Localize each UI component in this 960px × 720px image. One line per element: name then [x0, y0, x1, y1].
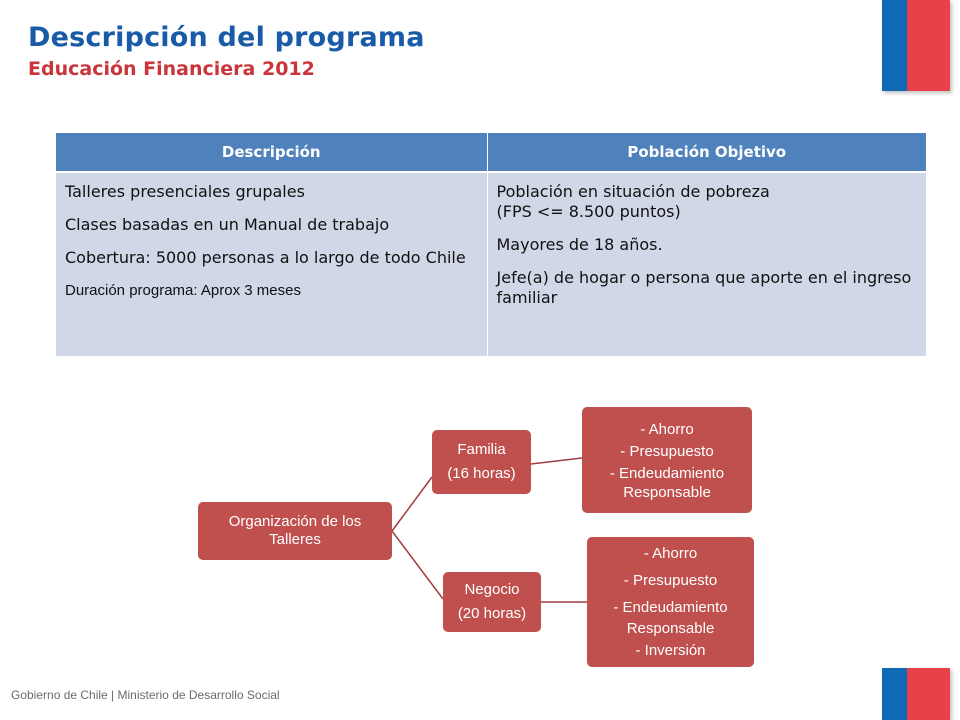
- header-descripcion: Descripción: [56, 133, 487, 172]
- desc-cobertura: Cobertura: 5000 personas a lo largo de todo Chile: [65, 248, 466, 267]
- node-familia-line1: Familia: [457, 441, 506, 458]
- node-root-line1: Organización de los: [228, 513, 362, 530]
- topic-ahorro: - Ahorro: [640, 421, 694, 438]
- topic-responsable: Responsable: [626, 620, 715, 637]
- node-familia-line2: (16 horas): [447, 465, 516, 482]
- header-poblacion-objetivo: Población Objetivo: [487, 133, 926, 172]
- page-title: Descripción del programa: [28, 22, 425, 53]
- pob-edad: Mayores de 18 años.: [496, 235, 663, 254]
- node-negocio-line2: (20 horas): [457, 605, 527, 622]
- node-familia: [432, 430, 531, 494]
- topic-ahorro: - Ahorro: [643, 545, 698, 562]
- topic-endeudamiento: - Endeudamiento: [609, 465, 725, 482]
- node-negocio-topics: [587, 537, 754, 667]
- node-familia-topics: [582, 407, 752, 513]
- node-organizacion-talleres: [198, 502, 392, 560]
- connector-familia-items: [531, 458, 582, 464]
- node-negocio-line1: Negocio: [464, 581, 520, 598]
- page-subtitle: Educación Financiera 2012: [28, 58, 315, 80]
- node-negocio: [443, 572, 541, 632]
- pob-pobreza-line1: Población en situación de pobreza: [496, 182, 770, 201]
- pob-pobreza-line2: (FPS <= 8.500 puntos): [496, 202, 681, 221]
- topic-responsable: Responsable: [623, 484, 711, 501]
- connector-root-familia: [392, 477, 432, 531]
- flag-blue-stripe: [882, 668, 907, 720]
- pob-jefe-hogar: Jefe(a) de hogar o persona que aporte en el ingreso familiar: [496, 268, 912, 307]
- chile-flag-logo-bottom: [882, 668, 950, 720]
- desc-clases: Clases basadas en un Manual de trabajo: [65, 215, 390, 234]
- flag-red-stripe: [907, 668, 950, 720]
- desc-talleres: Talleres presenciales grupales: [65, 182, 305, 201]
- node-root-line2: Talleres: [269, 531, 321, 548]
- desc-duracion: Duración programa: Aprox 3 meses: [65, 282, 301, 299]
- topic-presupuesto: - Presupuesto: [620, 443, 714, 460]
- topic-inversion: - Inversión: [635, 642, 706, 659]
- footer-text: Gobierno de Chile | Ministerio de Desarrollo Social: [11, 688, 280, 702]
- topic-endeudamiento: - Endeudamiento: [613, 599, 728, 616]
- topic-presupuesto: - Presupuesto: [623, 572, 718, 589]
- connector-root-negocio: [392, 531, 443, 599]
